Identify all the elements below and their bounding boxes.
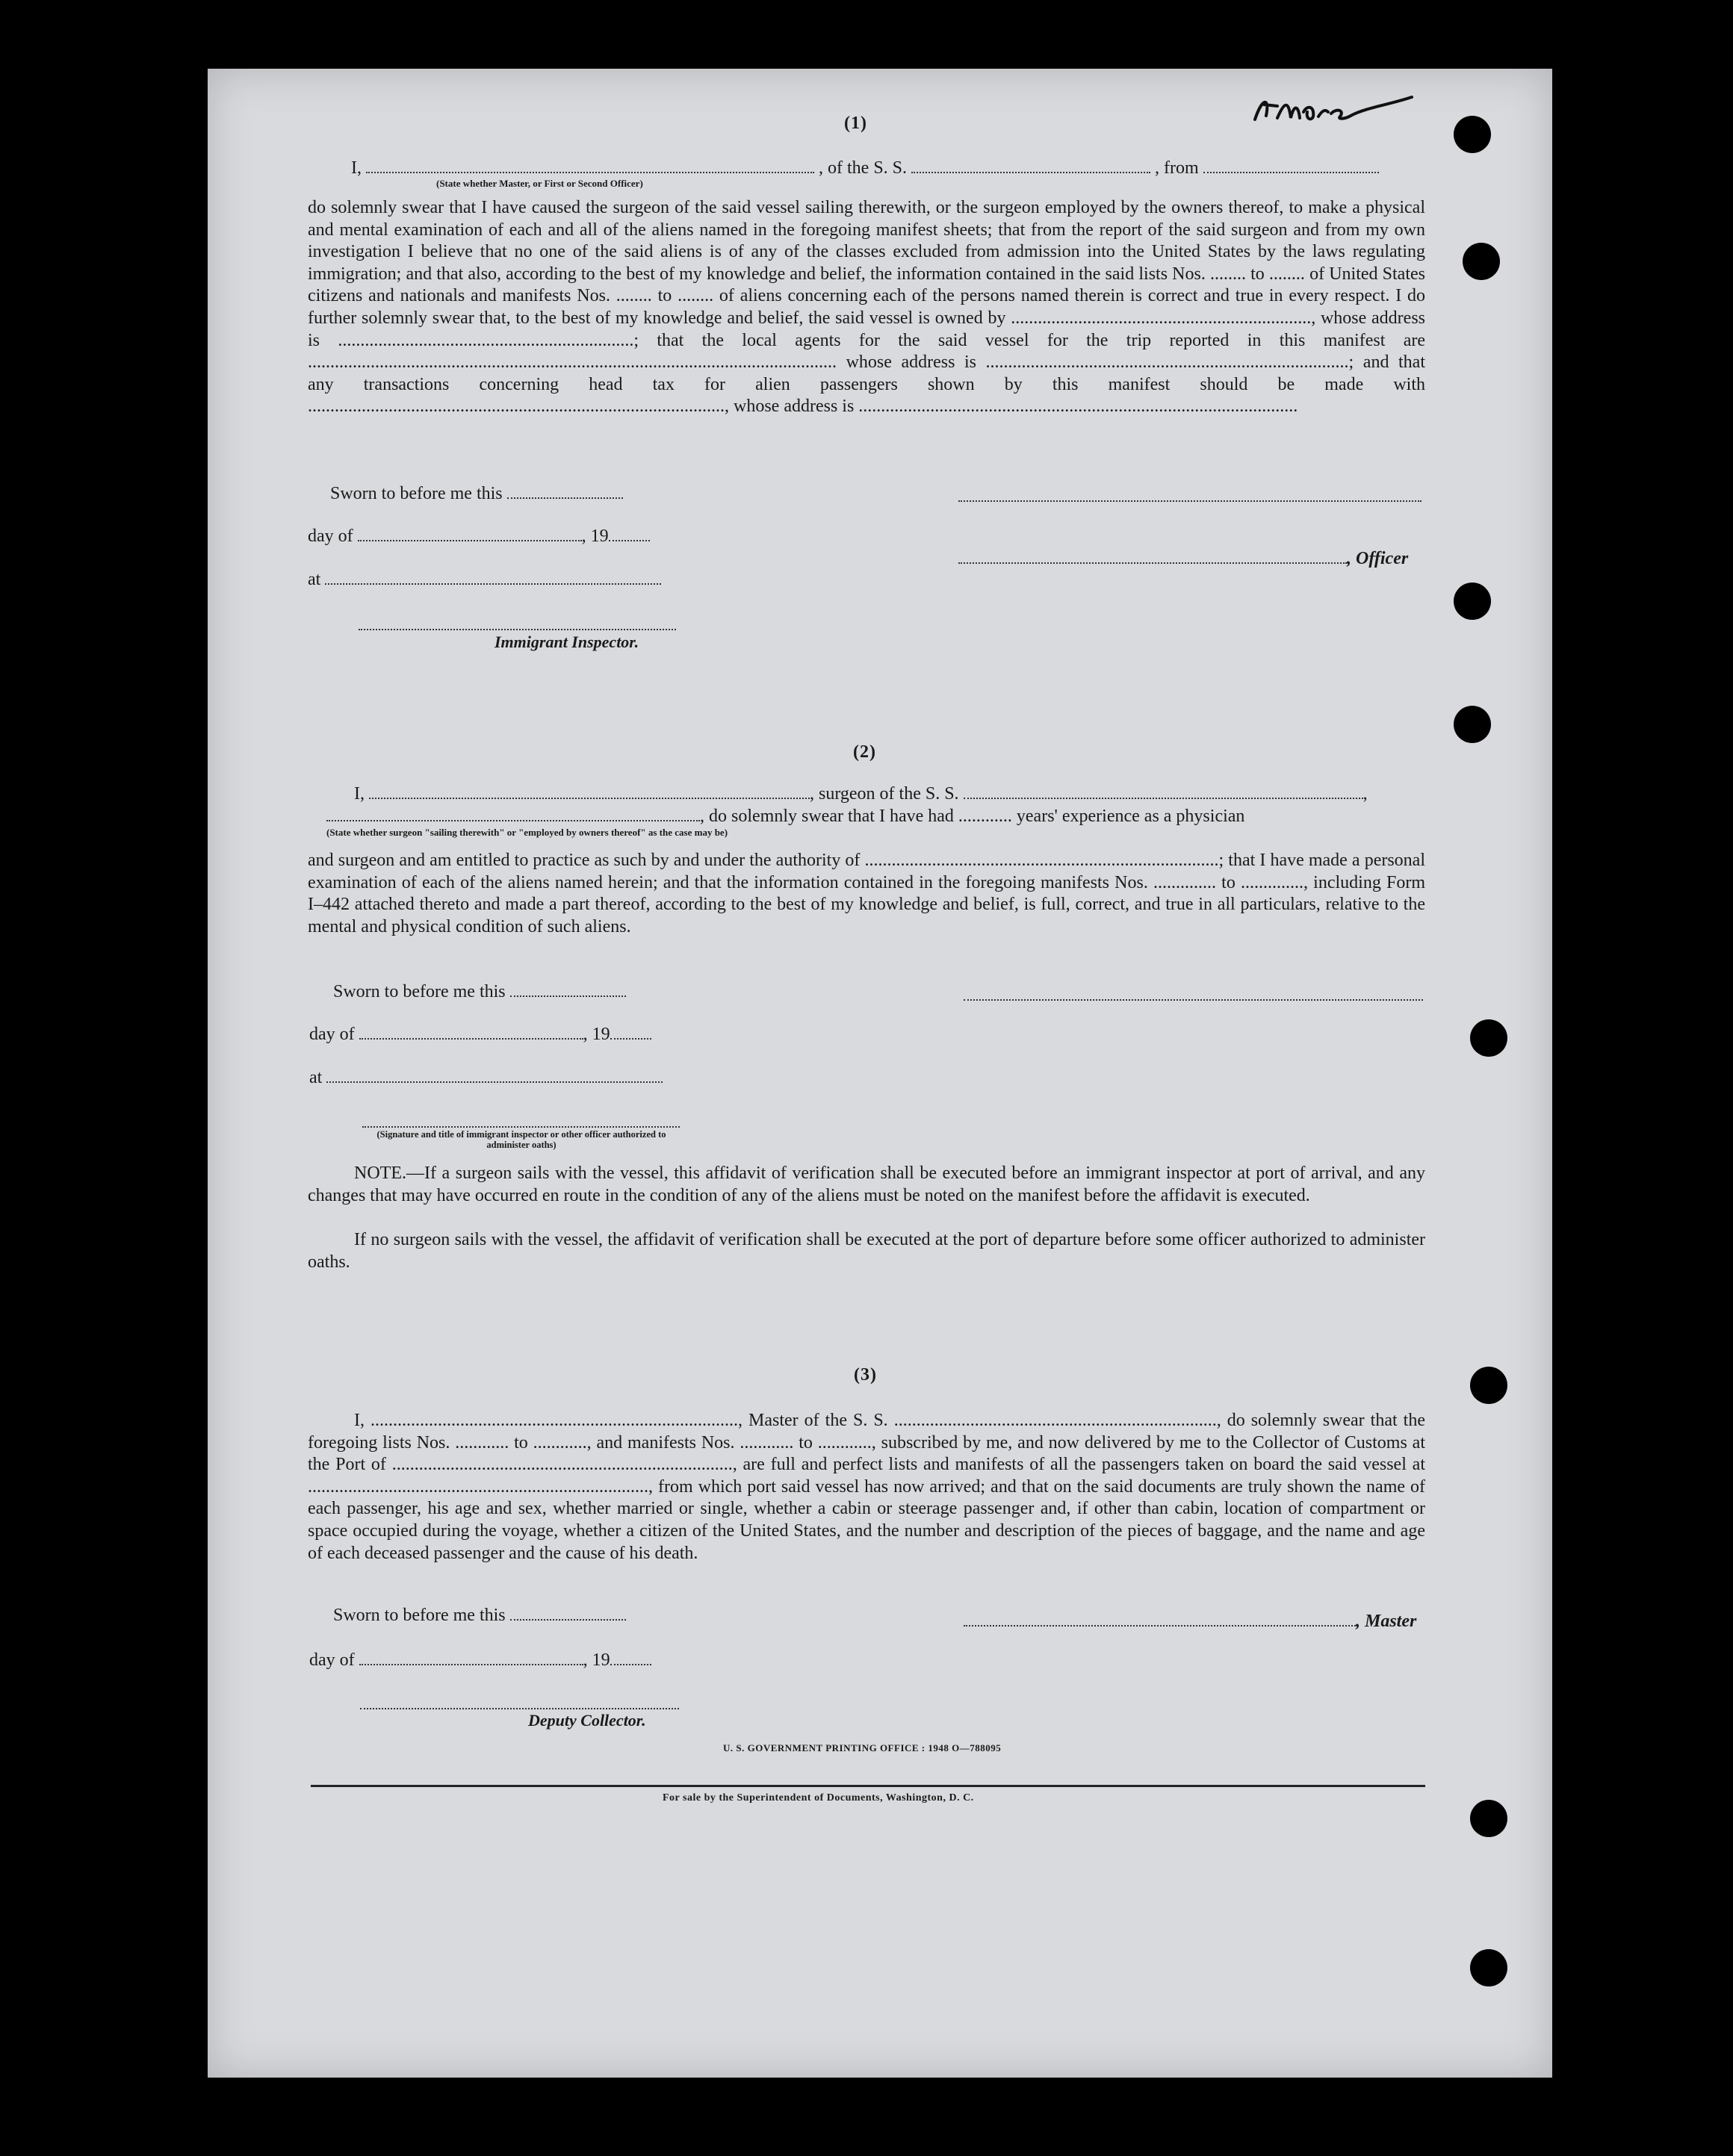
sworn-day-blank[interactable] — [507, 484, 623, 499]
punch-hole — [1454, 116, 1491, 153]
section-2-number: (2) — [853, 742, 876, 762]
section-2-surgeon-note: (State whether surgeon "sailing therewith" or "employed by owners thereof" as the case may be) — [326, 827, 728, 838]
section-2-line2: , do solemnly swear that I have had ............ years' experience as a physician — [326, 807, 1244, 827]
section-1-number: (1) — [844, 114, 867, 133]
punch-hole — [1470, 1019, 1507, 1057]
surgeon-name-blank[interactable] — [369, 784, 810, 799]
printing-office-line: U. S. GOVERNMENT PRINTING OFFICE : 1948 O—788095 — [723, 1742, 1002, 1753]
punch-hole — [1454, 583, 1491, 620]
section-1-paragraph: do solemnly swear that I have caused the surgeon of the said vessel sailing therewith, or the surgeon employed by the owners thereof, to make a physical and mental examination of each and all of the aliens named in the foregoing manifest sheets; that from the report of the said surgeon and from my own investigation I believe that no one of the said aliens is of any of the classes excluded from admission into the United States by the laws regulating immigration; and that also, according to the best of my knowledge and belief, the information contained in the said lists Nos. ........ to ........ of United States citizens and nationals and manifests Nos. ........ to ........ of aliens concerning each of the persons named therein is correct and true in every respect. I do further solemnly swear that, to the best of my knowledge and belief, the said vessel is owned by ..................................................................., whose address is ..................................................................; that the local agents for the said vessel for the trip reported in this manifest are ...................................................................................................................... whose address is .................................................................................; and that any transactions concerning head tax for alien passengers shown by this manifest should be made with ............................................................................................., whose address is .................................................................................................. — [308, 198, 1425, 417]
master-signature-blank[interactable] — [964, 1612, 1356, 1627]
section-2-at: at — [309, 1068, 663, 1088]
section-3-master: , Master — [964, 1612, 1416, 1632]
punch-hole — [1454, 706, 1491, 743]
section-2-sworn: Sworn to before me this — [333, 982, 626, 1002]
place-blank[interactable] — [325, 570, 661, 585]
vessel-name-blank-2[interactable] — [964, 784, 1363, 799]
month-blank[interactable] — [358, 526, 582, 541]
section-2-note-1: NOTE.—If a surgeon sails with the vessel, this affidavit of verification shall be executed before an immigrant inspector at port of arrival, and any changes that may have occurred en route in the condition of any of the aliens must be noted on the manifest before the affidavit is executed. — [308, 1164, 1425, 1205]
section-2-day-of: day of , 19 — [309, 1025, 651, 1045]
section-2-oath-line: I, , surgeon of the S. S. , — [354, 784, 1368, 804]
year-blank[interactable] — [609, 526, 650, 541]
officer-signature-line[interactable] — [958, 500, 1422, 502]
section-2-signature-note: (Signature and title of immigrant inspector or other officer authorized to administer oaths) — [376, 1129, 666, 1150]
inspector-signature-line[interactable] — [359, 629, 676, 630]
punch-hole — [1470, 1800, 1507, 1837]
inspector-signature-line-2[interactable] — [362, 1126, 680, 1128]
for-sale-line: For sale by the Superintendent of Documents, Washington, D. C. — [663, 1792, 974, 1804]
month-blank-3[interactable] — [359, 1650, 583, 1665]
sworn-day-blank-3[interactable] — [510, 1606, 626, 1621]
section-1-officer: , Officer — [958, 549, 1408, 569]
officer-name-blank[interactable] — [366, 158, 814, 173]
section-1-officer-note: (State whether Master, or First or Second Officer) — [436, 178, 643, 189]
sworn-day-blank-2[interactable] — [510, 982, 626, 997]
section-1-sworn: Sworn to before me this — [330, 484, 623, 504]
section-3-sworn: Sworn to before me this — [333, 1606, 626, 1626]
surgeon-signature-line[interactable] — [964, 999, 1423, 1001]
officer-title-blank[interactable] — [958, 549, 1347, 564]
section-3-paragraph: I, .................................................................................., Master of the S. S. ........................................................................, do solemnly swear that the foregoing lists Nos. ............ to ............, and manifests Nos. ............ to ............, subscribed by me, and now delivered by me to the Collector of Customs at the Port of ............................................................................, are full and perfect lists and manifests of all the passengers taken on board the said vessel at ............................................................................, from which port said vessel has now arrived; and that on the said documents are truly shown the name of each passenger, his age and sex, whether married or single, whether a cabin or steerage passenger and, if other than cabin, location of compartment or space occupied during the voyage, whether a citizen of the United States, and the number and description of the pieces of baggage, and the name and age of each deceased passenger and the cause of his death. — [308, 1411, 1425, 1563]
collector-signature-line[interactable] — [360, 1708, 679, 1709]
from-port-blank[interactable] — [1203, 158, 1379, 173]
punch-hole — [1470, 1367, 1507, 1404]
month-blank-2[interactable] — [359, 1025, 583, 1040]
place-blank-2[interactable] — [326, 1068, 663, 1083]
section-1-at: at — [308, 570, 661, 590]
section-2-note-2: If no surgeon sails with the vessel, the affidavit of verification shall be executed at the port of departure before some officer authorized to administer oaths. — [308, 1230, 1425, 1272]
section-1-day-of: day of , 19 — [308, 526, 650, 547]
section-1-oath-line: I, , of the S. S. , from — [351, 158, 1379, 178]
vessel-name-blank[interactable] — [911, 158, 1150, 173]
year-blank-2[interactable] — [610, 1025, 651, 1040]
immigrant-inspector-label: Immigrant Inspector. — [495, 633, 639, 651]
surgeon-status-blank[interactable] — [326, 807, 700, 821]
section-3-number: (3) — [854, 1365, 877, 1385]
footer-rule — [311, 1785, 1425, 1787]
section-3-day-of: day of , 19 — [309, 1650, 651, 1671]
punch-hole — [1463, 243, 1500, 280]
year-blank-3[interactable] — [610, 1650, 651, 1665]
section-2-paragraph: and surgeon and am entitled to practice as such by and under the authority of ...............................................................................; that I have made a personal examination of each of the aliens named herein; and that the information contained in the foregoing manifests Nos. .............. to .............., including Form I–442 attached thereto and made a part thereof, according to the best of my knowledge and belief, is full, correct, and true in all particulars, relative to the mental and physical condition of such aliens. — [308, 851, 1425, 936]
deputy-collector-label: Deputy Collector. — [528, 1711, 646, 1730]
punch-hole — [1470, 1949, 1507, 1986]
handwritten-signature — [1247, 90, 1419, 134]
